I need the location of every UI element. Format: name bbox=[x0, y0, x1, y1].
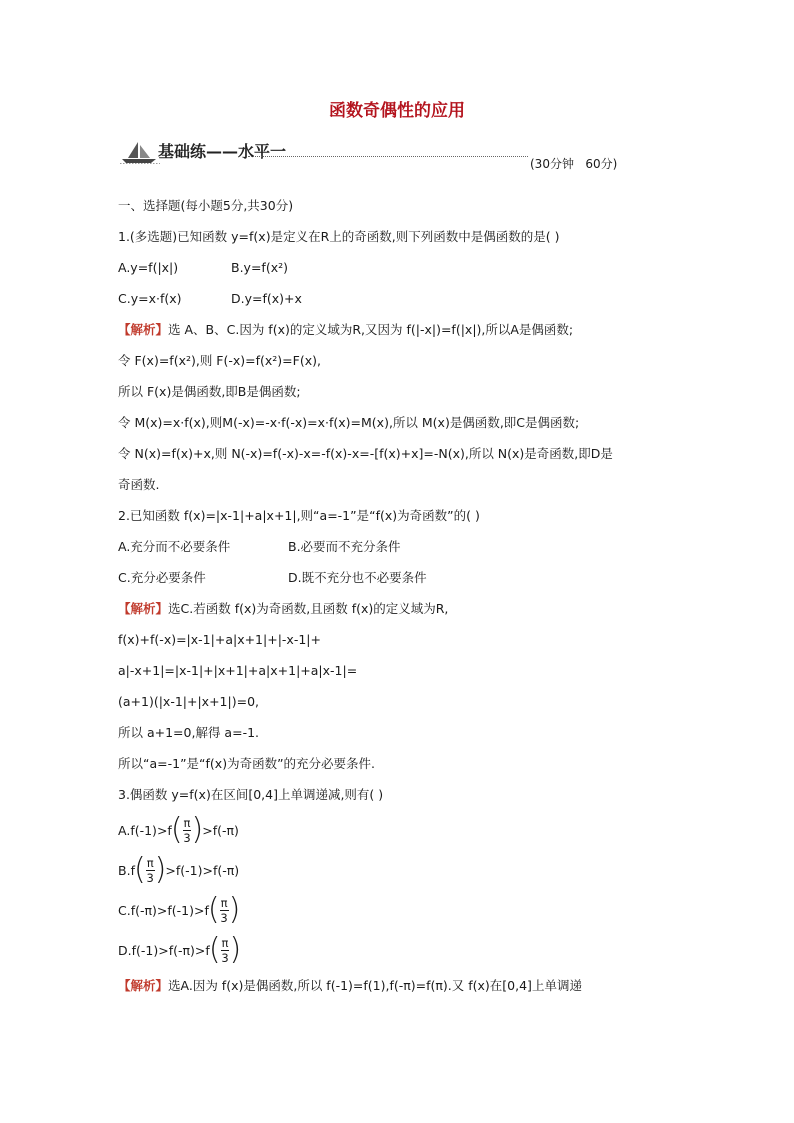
q2-analysis-4: (a+1)(|x-1|+|x+1|)=0, bbox=[118, 694, 259, 709]
pi-over-3: $\frac{\pi}{3}$ bbox=[183, 815, 191, 845]
q1-options-cd bbox=[118, 283, 683, 314]
q1-stem: 1.(多选题)已知函数 y=f(x)是定义在R上的奇函数,则下列函数中是偶函数的是( ) bbox=[118, 229, 560, 244]
q1-analysis-6: 奇函数. bbox=[118, 477, 160, 492]
q1-options-ab bbox=[118, 252, 683, 283]
analysis-tag: 【解析】 bbox=[118, 978, 169, 993]
q1-option-a: A.y=f(|x|) bbox=[118, 260, 179, 275]
q2-option-d: D.既不充分也不必要条件 bbox=[288, 570, 427, 585]
q2-stem: 2.已知函数 f(x)=|x-1|+a|x+1|,则“a=-1”是“f(x)为奇函数”的( ) bbox=[118, 508, 480, 523]
section-banner bbox=[120, 138, 640, 174]
q2-option-a: A.充分而不必要条件 bbox=[118, 539, 231, 554]
section-title: 基础练——水平一 bbox=[158, 142, 287, 161]
analysis-tag: 【解析】 bbox=[118, 322, 169, 337]
sailboat-icon bbox=[120, 140, 160, 164]
q3-option-a: A. f(-1) > f ( $\frac{\pi}{3}$ ) > f(-π) bbox=[118, 812, 239, 847]
q3-option-b: B. f ( $\frac{\pi}{3}$ ) > f(-1) > f(-π) bbox=[118, 852, 240, 887]
q1-analysis-3: 所以 F(x)是偶函数,即B是偶函数; bbox=[118, 384, 301, 399]
q2-analysis-2: f(x)+f(-x)=|x-1|+a|x+1|+|-x-1|+ bbox=[118, 632, 321, 647]
q2-analysis-6: 所以“a=-1”是“f(x)为奇函数”的充分必要条件. bbox=[118, 756, 376, 771]
q2-analysis-5: 所以 a+1=0,解得 a=-1. bbox=[118, 725, 260, 740]
q1-analysis-2: 令 F(x)=f(x²),则 F(-x)=f(x²)=F(x), bbox=[118, 353, 321, 368]
q1-analysis-text: 选 A、B、C.因为 f(x)的定义域为R,又因为 f(|-x|)=f(|x|),所以A是偶函数; bbox=[168, 322, 574, 337]
q3-option-d: D. f(-1) > f(-π) > f ( $\frac{\pi}{3}$ ) bbox=[118, 932, 242, 967]
q2-option-c: C.充分必要条件 bbox=[118, 570, 206, 585]
q2-options-cd bbox=[118, 562, 683, 593]
q1-analysis-1 bbox=[118, 314, 683, 345]
document-body bbox=[118, 190, 683, 1001]
page-title: 函数奇偶性的应用 bbox=[329, 101, 465, 121]
q1-option-b: B.y=f(x²) bbox=[231, 260, 288, 275]
q2-analysis-1 bbox=[118, 593, 683, 624]
q1-analysis-5: 令 N(x)=f(x)+x,则 N(-x)=f(-x)-x=-f(x)-x=-[f(x)+x]=-N(x),所以 N(x)是奇函数,即D是 bbox=[118, 446, 613, 461]
q1-analysis-4: 令 M(x)=x·f(x),则M(-x)=-x·f(-x)=x·f(x)=M(x),所以 M(x)是偶函数,即C是偶函数; bbox=[118, 415, 580, 430]
q2-option-b: B.必要而不充分条件 bbox=[288, 539, 401, 554]
q2-options-ab bbox=[118, 531, 683, 562]
q1-option-c: C.y=x·f(x) bbox=[118, 291, 182, 306]
q1-option-d: D.y=f(x)+x bbox=[231, 291, 302, 306]
q3-analysis-1 bbox=[118, 970, 683, 1001]
pi-over-3: $\frac{\pi}{3}$ bbox=[220, 895, 228, 925]
q3-option-c: C. f(-π) > f(-1) > f ( $\frac{\pi}{3}$ ) bbox=[118, 892, 241, 927]
q2-analysis-text: 选C.若函数 f(x)为奇函数,且函数 f(x)的定义域为R, bbox=[168, 601, 449, 616]
dotted-divider bbox=[248, 156, 528, 157]
q3-stem: 3.偶函数 y=f(x)在区间[0,4]上单调递减,则有( ) bbox=[118, 787, 384, 802]
analysis-tag: 【解析】 bbox=[118, 601, 169, 616]
q2-analysis-3: a|-x+1|=|x-1|+|x+1|+a|x+1|+a|x-1|= bbox=[118, 663, 358, 678]
q3-analysis-text: 选A.因为 f(x)是偶函数,所以 f(-1)=f(1),f(-π)=f(π).又 f(x)在[0,4]上单调递 bbox=[168, 978, 582, 993]
section-time: (30分钟 60分) bbox=[530, 157, 618, 171]
part-heading: 一、选择题(每小题5分,共30分) bbox=[118, 198, 294, 213]
pi-over-3: $\frac{\pi}{3}$ bbox=[146, 855, 154, 885]
pi-over-3: $\frac{\pi}{3}$ bbox=[221, 935, 229, 965]
